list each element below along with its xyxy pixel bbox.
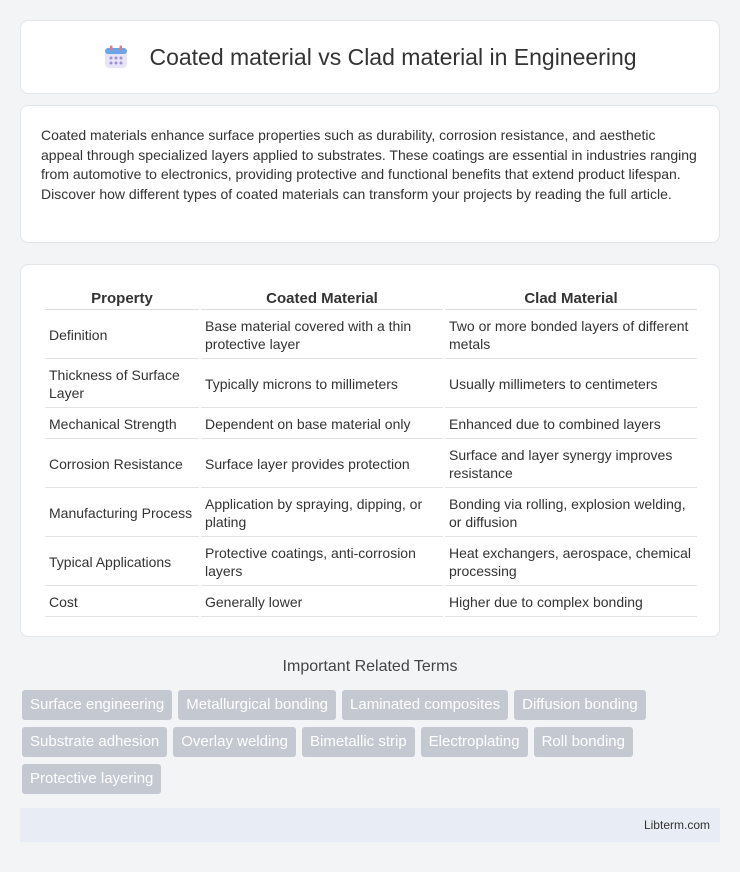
cell-clad: Enhanced due to combined layers — [445, 410, 697, 439]
tag-protective-layering[interactable]: Protective layering — [22, 764, 161, 794]
table-row — [45, 361, 697, 408]
header-coated: Coated Material — [201, 289, 443, 310]
cell-coated: Surface layer provides protection — [201, 441, 443, 488]
cell-clad: Heat exchangers, aerospace, chemical processing — [445, 539, 697, 586]
related-terms-title: Important Related Terms — [282, 658, 458, 675]
cell-clad: Higher due to complex bonding — [445, 588, 697, 617]
related-terms-list — [22, 690, 722, 794]
cell-clad: Surface and layer synergy improves resistance — [445, 441, 697, 488]
tag-roll-bonding[interactable]: Roll bonding — [534, 727, 633, 757]
tag-electroplating[interactable]: Electroplating — [421, 727, 528, 757]
tag-metallurgical-bonding[interactable]: Metallurgical bonding — [178, 690, 336, 720]
footer — [20, 808, 720, 842]
tag-bimetallic-strip[interactable]: Bimetallic strip — [302, 727, 415, 757]
cell-coated: Dependent on base material only — [201, 410, 443, 439]
cell-coated: Generally lower — [201, 588, 443, 617]
cell-coated: Protective coatings, anti-corrosion layers — [201, 539, 443, 586]
cell-property: Mechanical Strength — [45, 410, 199, 439]
tag-substrate-adhesion[interactable]: Substrate adhesion — [22, 727, 167, 757]
cell-clad: Bonding via rolling, explosion welding, or diffusion — [445, 490, 697, 537]
table-row — [45, 312, 697, 359]
table-row — [45, 588, 697, 617]
cell-property: Manufacturing Process — [45, 490, 199, 537]
cell-property: Cost — [45, 588, 199, 617]
table-row — [45, 539, 697, 586]
tag-laminated-composites[interactable]: Laminated composites — [342, 690, 508, 720]
table-row — [45, 441, 697, 488]
comparison-table-card — [20, 264, 720, 637]
header-property: Property — [45, 289, 199, 310]
intro-text: Coated materials enhance surface properties such as durability, corrosion resistance, and aesthetic appeal through specialized layers applied to substrates. These coatings are essential in industries ranging from automotive to electronics, providing protective and functional benefits that extend product lifespan. Discover how different types of coated materials can transform your projects by reading the full article. — [41, 127, 697, 202]
tag-surface-engineering[interactable]: Surface engineering — [22, 690, 172, 720]
table-row — [45, 410, 697, 439]
comparison-table — [43, 287, 699, 619]
cell-property: Corrosion Resistance — [45, 441, 199, 488]
cell-property: Thickness of Surface Layer — [45, 361, 199, 408]
tag-overlay-welding[interactable]: Overlay welding — [173, 727, 296, 757]
table-row — [45, 490, 697, 537]
header-clad: Clad Material — [445, 289, 697, 310]
cell-clad: Two or more bonded layers of different metals — [445, 312, 697, 359]
cell-clad: Usually millimeters to centimeters — [445, 361, 697, 408]
cell-coated: Application by spraying, dipping, or plating — [201, 490, 443, 537]
calendar-icon — [103, 44, 129, 70]
cell-property: Definition — [45, 312, 199, 359]
footer-site-link[interactable]: Libterm.com — [643, 818, 710, 832]
cell-coated: Base material covered with a thin protective layer — [201, 312, 443, 359]
title-card — [20, 20, 720, 94]
table-header-row — [45, 289, 697, 310]
cell-coated: Typically microns to millimeters — [201, 361, 443, 408]
cell-property: Typical Applications — [45, 539, 199, 586]
intro-card — [20, 105, 720, 243]
tag-diffusion-bonding[interactable]: Diffusion bonding — [514, 690, 646, 720]
page-title: Coated material vs Clad material in Engineering — [149, 43, 637, 70]
